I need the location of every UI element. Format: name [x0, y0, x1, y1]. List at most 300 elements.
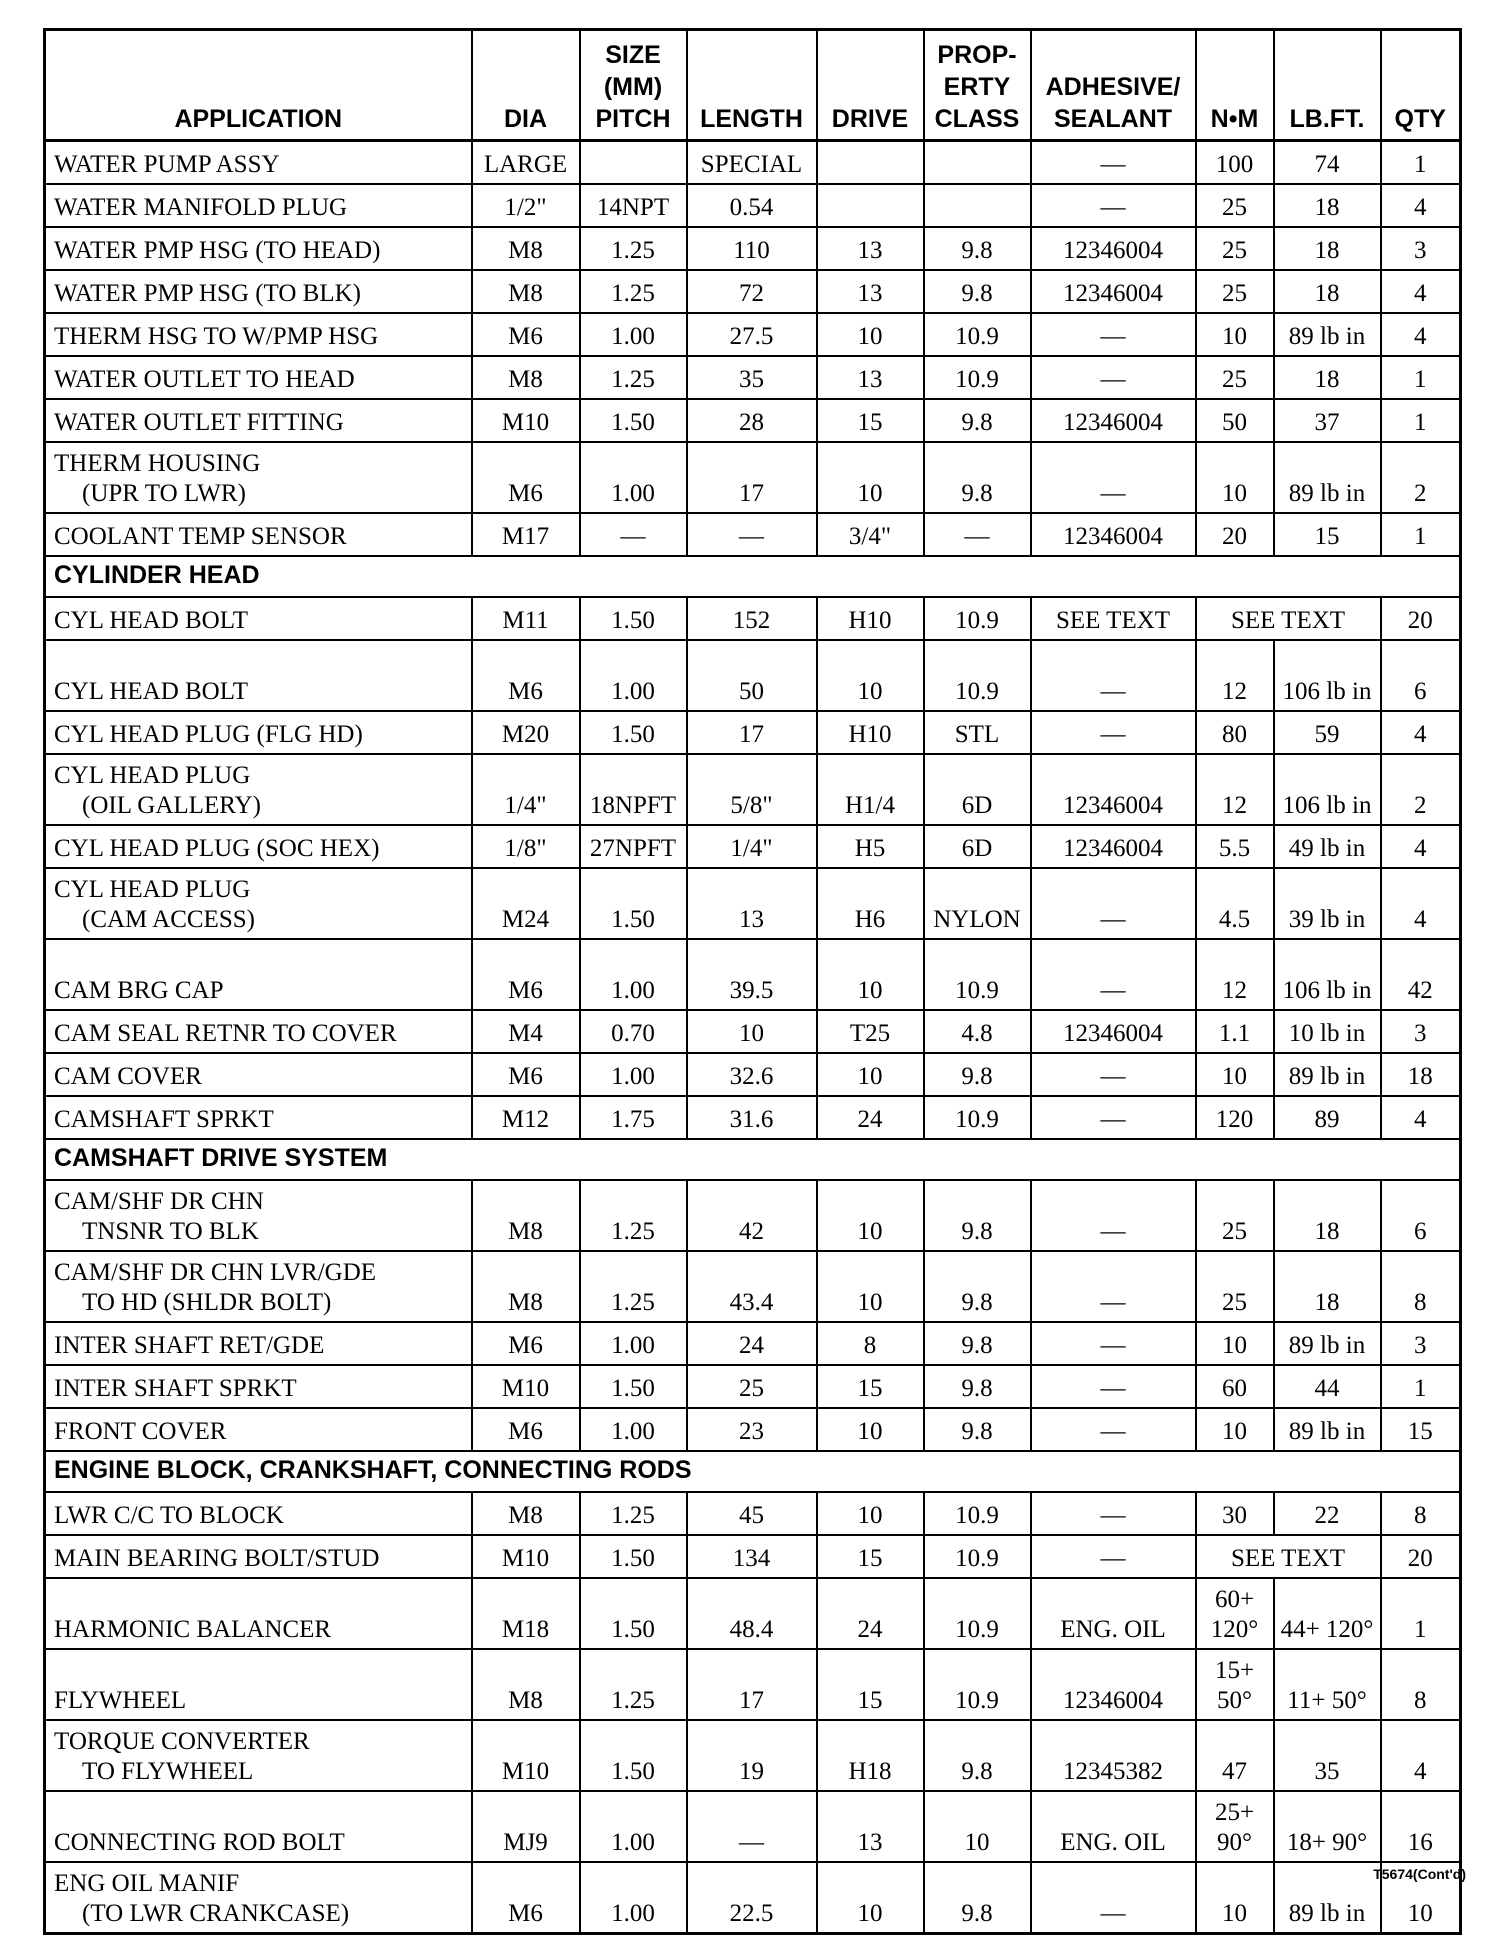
cell-nm: 100 [1196, 141, 1274, 185]
table-row [45, 597, 1461, 640]
cell-seal: 12346004 [1031, 513, 1196, 556]
cell-nm: 10 [1196, 313, 1274, 356]
cell-pitch: 1.00 [580, 939, 687, 1010]
application-line: FRONT COVER [54, 1418, 227, 1445]
header-size-line: SIZE [605, 41, 661, 69]
cell-pitch: 1.50 [580, 1535, 687, 1578]
cell-dia: M8 [472, 1251, 580, 1322]
cell-drive: 10 [817, 1053, 924, 1096]
cell-length: 134 [687, 1535, 817, 1578]
cell-qty: 18 [1381, 1053, 1461, 1096]
cell-dia: 1/8" [472, 825, 580, 868]
cell-length: 17 [687, 442, 817, 513]
cell-drive: 3/4" [817, 513, 924, 556]
application-line: MAIN BEARING BOLT/STUD [54, 1545, 380, 1572]
header-mm-line: (MM) [603, 73, 663, 101]
cell-application [45, 313, 472, 356]
cell-drive: 15 [817, 399, 924, 442]
cell-dia: MJ9 [472, 1791, 580, 1862]
cell-qty: 20 [1381, 1535, 1461, 1578]
cell-nm: 12 [1196, 640, 1274, 711]
application-line: THERM HOUSING [54, 450, 261, 477]
header-lbft: LB.FT. [1274, 30, 1381, 141]
cell-application [45, 1096, 472, 1139]
cell-pitch: 18NPFT [580, 754, 687, 825]
application-line: INTER SHAFT RET/GDE [54, 1332, 325, 1359]
cell-seal: 12346004 [1031, 227, 1196, 270]
cell-seal: — [1031, 1492, 1196, 1535]
cell-length: 45 [687, 1492, 817, 1535]
cell-nm: 10 [1196, 1053, 1274, 1096]
cell-application [45, 513, 472, 556]
cell-pitch: 1.00 [580, 442, 687, 513]
application-line: CAM/SHF DR CHN LVR/GDE [54, 1259, 377, 1286]
cell-pitch: 1.00 [580, 313, 687, 356]
cell-dia: M10 [472, 1720, 580, 1791]
cell-nm: 80 [1196, 711, 1274, 754]
cell-lbft: 39 lb in [1274, 868, 1381, 939]
cell-cls: 9.8 [924, 1408, 1031, 1451]
cell-cls: STL [924, 711, 1031, 754]
cell-cls: 9.8 [924, 1053, 1031, 1096]
cell-nm: 25+ 90° [1196, 1791, 1274, 1862]
cell-drive: 13 [817, 227, 924, 270]
cell-lbft: 89 lb in [1274, 313, 1381, 356]
cell-lbft: 35 [1274, 1720, 1381, 1791]
cell-qty: 4 [1381, 270, 1461, 313]
cell-length: 43.4 [687, 1251, 817, 1322]
application-line: THERM HSG TO W/PMP HSG [54, 323, 379, 350]
cell-cls: 10 [924, 1791, 1031, 1862]
cell-nm: 1.1 [1196, 1010, 1274, 1053]
cell-drive: H1/4 [817, 754, 924, 825]
cell-nm: 4.5 [1196, 868, 1274, 939]
cell-pitch: 1.50 [580, 711, 687, 754]
cell-qty: 4 [1381, 825, 1461, 868]
cell-drive: 15 [817, 1365, 924, 1408]
application-line: HARMONIC BALANCER [54, 1616, 332, 1643]
cell-cls: 10.9 [924, 939, 1031, 1010]
cell-application [45, 597, 472, 640]
cell-pitch: 1.00 [580, 1791, 687, 1862]
cell-length: 10 [687, 1010, 817, 1053]
cell-lbft: 18 [1274, 1180, 1381, 1251]
cell-length: 17 [687, 1649, 817, 1720]
cell-nm: 25 [1196, 227, 1274, 270]
cell-dia: M8 [472, 270, 580, 313]
table-row [45, 1492, 1461, 1535]
table-row [45, 640, 1461, 711]
cell-nm: 47 [1196, 1720, 1274, 1791]
cell-nm: 60 [1196, 1365, 1274, 1408]
cell-length: 24 [687, 1322, 817, 1365]
cell-nm: 25 [1196, 356, 1274, 399]
cell-cls: 9.8 [924, 399, 1031, 442]
table-row [45, 270, 1461, 313]
torque-spec-table [43, 28, 1462, 1935]
header-qty: QTY [1381, 30, 1461, 141]
table-row [45, 1322, 1461, 1365]
cell-dia: M8 [472, 227, 580, 270]
cell-drive: 15 [817, 1649, 924, 1720]
cell-qty: 4 [1381, 184, 1461, 227]
cell-qty: 1 [1381, 1578, 1461, 1649]
cell-qty: 10 [1381, 1862, 1461, 1934]
cell-cls: 9.8 [924, 1720, 1031, 1791]
cell-length: 22.5 [687, 1862, 817, 1934]
cell-drive: 10 [817, 1251, 924, 1322]
cell-pitch: 1.25 [580, 1492, 687, 1535]
cell-pitch: 1.50 [580, 1578, 687, 1649]
table-row [45, 1096, 1461, 1139]
cell-drive: 10 [817, 640, 924, 711]
cell-pitch: 1.25 [580, 270, 687, 313]
cell-lbft: 89 [1274, 1096, 1381, 1139]
header-dia: DIA [472, 30, 580, 141]
cell-pitch: 1.00 [580, 1053, 687, 1096]
cell-seal: — [1031, 1053, 1196, 1096]
section-row [45, 556, 1461, 597]
cell-qty: 4 [1381, 711, 1461, 754]
cell-length: 50 [687, 640, 817, 711]
cell-drive: 24 [817, 1096, 924, 1139]
cell-lbft: 18 [1274, 227, 1381, 270]
cell-cls: 10.9 [924, 1096, 1031, 1139]
application-line: WATER PMP HSG (TO HEAD) [54, 237, 381, 264]
cell-qty: 8 [1381, 1492, 1461, 1535]
cell-drive: T25 [817, 1010, 924, 1053]
cell-drive: 24 [817, 1578, 924, 1649]
header-class-line: CLASS [934, 105, 1020, 133]
cell-application [45, 1010, 472, 1053]
application-line: WATER OUTLET FITTING [54, 409, 344, 436]
cell-pitch: 1.00 [580, 1408, 687, 1451]
application-line: ENG OIL MANIF [54, 1870, 240, 1897]
cell-length: 17 [687, 711, 817, 754]
cell-cls: 10.9 [924, 1649, 1031, 1720]
cell-seal: — [1031, 1251, 1196, 1322]
cell-lbft: 106 lb in [1274, 640, 1381, 711]
cell-cls: 9.8 [924, 1862, 1031, 1934]
cell-cls: 10.9 [924, 1492, 1031, 1535]
application-line: WATER PUMP ASSY [54, 151, 280, 178]
cell-seal: — [1031, 711, 1196, 754]
cell-nm: 5.5 [1196, 825, 1274, 868]
cell-application [45, 1791, 472, 1862]
cell-cls: 10.9 [924, 597, 1031, 640]
cell-application [45, 1408, 472, 1451]
cell-pitch: 1.00 [580, 1862, 687, 1934]
cell-dia: M8 [472, 356, 580, 399]
cell-seal: 12346004 [1031, 270, 1196, 313]
application-line: CYL HEAD BOLT [54, 607, 248, 634]
cell-qty: 4 [1381, 313, 1461, 356]
cell-cls [924, 141, 1031, 185]
application-line: CAM SEAL RETNR TO COVER [54, 1020, 397, 1047]
cell-drive: H10 [817, 597, 924, 640]
cell-application [45, 939, 472, 1010]
cell-dia: M6 [472, 313, 580, 356]
cell-nm: 20 [1196, 513, 1274, 556]
table-row [45, 1791, 1461, 1862]
cell-length: 0.54 [687, 184, 817, 227]
application-line: CAM COVER [54, 1063, 202, 1090]
cell-length: 39.5 [687, 939, 817, 1010]
cell-lbft: 89 lb in [1274, 1053, 1381, 1096]
cell-lbft: 18+ 90° [1274, 1791, 1381, 1862]
cell-seal: 12346004 [1031, 399, 1196, 442]
cell-dia: M11 [472, 597, 580, 640]
header-row [45, 30, 1461, 141]
cell-pitch: 1.50 [580, 597, 687, 640]
cell-pitch [580, 141, 687, 185]
section-row [45, 1139, 1461, 1180]
cell-cls: 9.8 [924, 1180, 1031, 1251]
section-title: ENGINE BLOCK, CRANKSHAFT, CONNECTING RODS [45, 1451, 1461, 1492]
cell-dia: M8 [472, 1492, 580, 1535]
application-line: (TO LWR CRANKCASE) [82, 1900, 350, 1927]
cell-application [45, 442, 472, 513]
cell-drive: H6 [817, 868, 924, 939]
cell-qty: 15 [1381, 1408, 1461, 1451]
cell-cls: 6D [924, 825, 1031, 868]
cell-drive: 15 [817, 1535, 924, 1578]
cell-qty: 3 [1381, 227, 1461, 270]
cell-nm: 10 [1196, 442, 1274, 513]
application-line: INTER SHAFT SPRKT [54, 1375, 297, 1402]
cell-nm: 10 [1196, 1862, 1274, 1934]
cell-torque-see-text: SEE TEXT [1196, 1535, 1381, 1578]
cell-qty: 3 [1381, 1322, 1461, 1365]
cell-seal: 12346004 [1031, 1010, 1196, 1053]
cell-length: 13 [687, 868, 817, 939]
cell-qty: 4 [1381, 1720, 1461, 1791]
figure-code: T5674(Cont'd) [1373, 1866, 1466, 1882]
cell-seal: — [1031, 1535, 1196, 1578]
cell-dia: M17 [472, 513, 580, 556]
application-line: CYL HEAD PLUG [54, 762, 251, 789]
cell-cls: 10.9 [924, 640, 1031, 711]
table-row [45, 825, 1461, 868]
cell-length: 110 [687, 227, 817, 270]
cell-application [45, 1720, 472, 1791]
cell-nm: 120 [1196, 1096, 1274, 1139]
cell-drive: 10 [817, 1180, 924, 1251]
table-row [45, 356, 1461, 399]
header-property-class [924, 30, 1031, 141]
application-line: (OIL GALLERY) [82, 792, 261, 819]
cell-dia: M10 [472, 1365, 580, 1408]
cell-pitch: 1.25 [580, 1649, 687, 1720]
table-row [45, 313, 1461, 356]
cell-qty: 20 [1381, 597, 1461, 640]
cell-drive: 13 [817, 356, 924, 399]
cell-length: — [687, 513, 817, 556]
cell-dia: M18 [472, 1578, 580, 1649]
cell-length: 152 [687, 597, 817, 640]
table-row [45, 1862, 1461, 1934]
cell-cls: 4.8 [924, 1010, 1031, 1053]
cell-application [45, 868, 472, 939]
cell-application [45, 270, 472, 313]
cell-qty: 1 [1381, 1365, 1461, 1408]
header-application: APPLICATION [45, 30, 472, 141]
cell-application [45, 1578, 472, 1649]
cell-dia: M10 [472, 399, 580, 442]
cell-pitch: 1.00 [580, 1322, 687, 1365]
cell-dia: M6 [472, 442, 580, 513]
cell-nm: 10 [1196, 1408, 1274, 1451]
cell-lbft: 59 [1274, 711, 1381, 754]
cell-cls: 10.9 [924, 1535, 1031, 1578]
cell-nm: 25 [1196, 270, 1274, 313]
cell-length: 19 [687, 1720, 817, 1791]
cell-seal: ENG. OIL [1031, 1578, 1196, 1649]
table-row [45, 141, 1461, 185]
cell-nm: 25 [1196, 184, 1274, 227]
cell-drive [817, 141, 924, 185]
cell-nm: 60+ 120° [1196, 1578, 1274, 1649]
cell-dia: M6 [472, 1053, 580, 1096]
application-line: (UPR TO LWR) [82, 480, 246, 507]
cell-lbft: 18 [1274, 1251, 1381, 1322]
cell-nm: 12 [1196, 939, 1274, 1010]
header-nm: N•M [1196, 30, 1274, 141]
cell-dia: M8 [472, 1180, 580, 1251]
cell-drive [817, 184, 924, 227]
cell-cls: 6D [924, 754, 1031, 825]
cell-qty: 4 [1381, 1096, 1461, 1139]
cell-drive: 10 [817, 1862, 924, 1934]
cell-qty: 1 [1381, 513, 1461, 556]
application-line: TNSNR TO BLK [82, 1218, 259, 1245]
cell-dia: M20 [472, 711, 580, 754]
cell-pitch: 1.25 [580, 1180, 687, 1251]
cell-qty: 42 [1381, 939, 1461, 1010]
cell-qty: 2 [1381, 754, 1461, 825]
header-pitch-line: PITCH [595, 105, 671, 133]
cell-dia: M8 [472, 1649, 580, 1720]
cell-length: SPECIAL [687, 141, 817, 185]
application-line: CYL HEAD PLUG (FLG HD) [54, 721, 363, 748]
cell-qty: 1 [1381, 399, 1461, 442]
cell-dia: M12 [472, 1096, 580, 1139]
header-sealant-line: SEALANT [1053, 105, 1173, 133]
cell-pitch: 0.70 [580, 1010, 687, 1053]
cell-pitch: 1.50 [580, 1365, 687, 1408]
cell-seal: — [1031, 1322, 1196, 1365]
cell-drive: 8 [817, 1322, 924, 1365]
cell-length: 48.4 [687, 1578, 817, 1649]
cell-nm: 12 [1196, 754, 1274, 825]
cell-lbft: 89 lb in [1274, 442, 1381, 513]
cell-cls: 9.8 [924, 1322, 1031, 1365]
table-row [45, 1251, 1461, 1322]
application-line: WATER OUTLET TO HEAD [54, 366, 355, 393]
cell-cls: 9.8 [924, 1365, 1031, 1408]
cell-seal: SEE TEXT [1031, 597, 1196, 640]
cell-dia: 1/2" [472, 184, 580, 227]
cell-qty: 3 [1381, 1010, 1461, 1053]
cell-lbft: 89 lb in [1274, 1408, 1381, 1451]
cell-application [45, 1053, 472, 1096]
table-row [45, 1578, 1461, 1649]
cell-application [45, 1649, 472, 1720]
table-row [45, 227, 1461, 270]
table-row [45, 1535, 1461, 1578]
cell-dia: M10 [472, 1535, 580, 1578]
cell-dia: M6 [472, 640, 580, 711]
cell-application [45, 640, 472, 711]
header-erty-line: ERTY [943, 73, 1011, 101]
cell-drive: 10 [817, 1492, 924, 1535]
table-row [45, 184, 1461, 227]
application-line: LWR C/C TO BLOCK [54, 1502, 284, 1529]
cell-dia: M24 [472, 868, 580, 939]
cell-seal: — [1031, 1862, 1196, 1934]
table-row [45, 711, 1461, 754]
cell-seal: — [1031, 356, 1196, 399]
cell-dia: M6 [472, 1322, 580, 1365]
cell-seal: ENG. OIL [1031, 1791, 1196, 1862]
table-row [45, 1720, 1461, 1791]
cell-lbft: 18 [1274, 184, 1381, 227]
cell-cls [924, 184, 1031, 227]
application-line: CONNECTING ROD BOLT [54, 1829, 345, 1856]
header-adhesive-line: ADHESIVE/ [1045, 73, 1181, 101]
cell-application [45, 1535, 472, 1578]
table-row [45, 1053, 1461, 1096]
table-row [45, 939, 1461, 1010]
cell-drive: 10 [817, 1408, 924, 1451]
cell-application [45, 1322, 472, 1365]
cell-length: 35 [687, 356, 817, 399]
cell-drive: H18 [817, 1720, 924, 1791]
header-adhesive-sealant [1031, 30, 1196, 141]
application-line: TO FLYWHEEL [82, 1758, 254, 1785]
table-row [45, 868, 1461, 939]
cell-application [45, 184, 472, 227]
application-line: COOLANT TEMP SENSOR [54, 523, 347, 550]
cell-qty: 8 [1381, 1649, 1461, 1720]
table-row [45, 399, 1461, 442]
cell-drive: 10 [817, 442, 924, 513]
table-row [45, 1365, 1461, 1408]
application-line: CAM/SHF DR CHN [54, 1188, 264, 1215]
cell-pitch: 27NPFT [580, 825, 687, 868]
cell-torque-see-text: SEE TEXT [1196, 597, 1381, 640]
cell-drive: H10 [817, 711, 924, 754]
cell-nm: 10 [1196, 1322, 1274, 1365]
cell-seal: — [1031, 1096, 1196, 1139]
table-row [45, 754, 1461, 825]
application-line: WATER PMP HSG (TO BLK) [54, 280, 361, 307]
cell-cls: 9.8 [924, 270, 1031, 313]
cell-dia: M6 [472, 1862, 580, 1934]
cell-pitch: 1.50 [580, 868, 687, 939]
cell-pitch: 1.50 [580, 1720, 687, 1791]
cell-lbft: 18 [1274, 270, 1381, 313]
cell-application [45, 1492, 472, 1535]
cell-length: 72 [687, 270, 817, 313]
cell-seal: 12346004 [1031, 825, 1196, 868]
cell-dia: LARGE [472, 141, 580, 185]
section-title: CYLINDER HEAD [45, 556, 1461, 597]
cell-lbft: 37 [1274, 399, 1381, 442]
cell-nm: 30 [1196, 1492, 1274, 1535]
section-title: CAMSHAFT DRIVE SYSTEM [45, 1139, 1461, 1180]
cell-lbft: 15 [1274, 513, 1381, 556]
